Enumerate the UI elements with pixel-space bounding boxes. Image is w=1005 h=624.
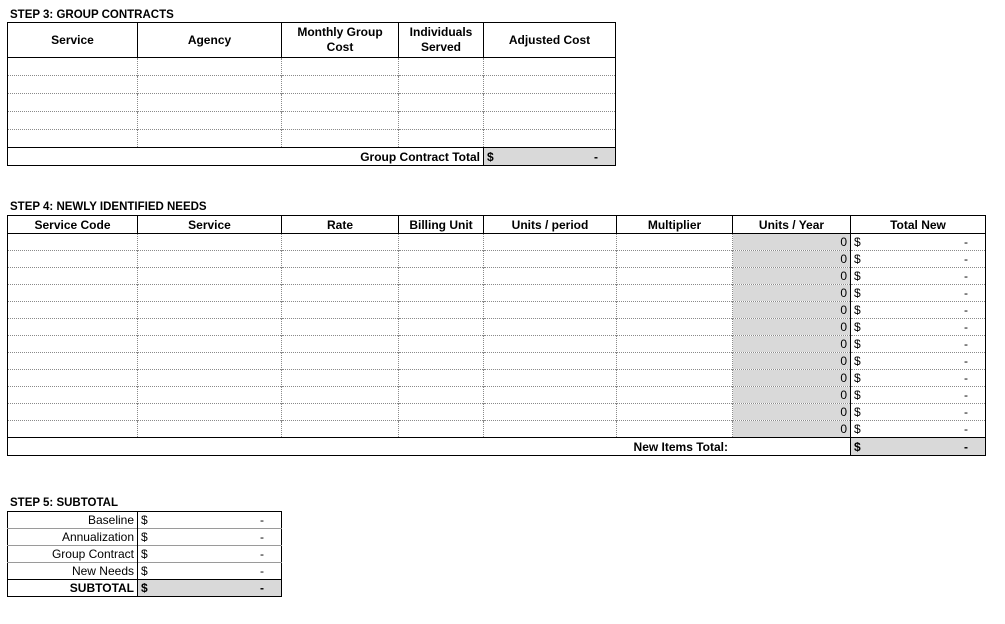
amount: -	[964, 320, 968, 334]
currency-symbol: $	[854, 252, 861, 266]
units-year-cell[interactable]: 0	[733, 251, 851, 268]
table-cell[interactable]	[617, 421, 733, 438]
currency-symbol: $	[141, 530, 148, 544]
table-cell[interactable]	[138, 285, 282, 302]
units-year-cell[interactable]: 0	[733, 404, 851, 421]
table-cell[interactable]	[399, 336, 484, 353]
table-cell[interactable]	[282, 58, 399, 76]
amount: -	[964, 269, 968, 283]
table-row	[8, 58, 616, 76]
new-items-total-row	[8, 438, 986, 456]
amount: -	[964, 337, 968, 351]
new-items-total-label: New Items Total:	[8, 438, 851, 456]
amount: -	[964, 405, 968, 419]
table-row	[8, 268, 986, 285]
units-year-cell[interactable]: 0	[733, 268, 851, 285]
units-year-cell[interactable]: 0	[733, 234, 851, 251]
group-contracts-table	[7, 22, 616, 166]
currency-symbol: $	[854, 286, 861, 300]
table-row	[8, 94, 616, 112]
table-cell[interactable]	[8, 76, 138, 94]
table-row	[8, 234, 986, 251]
currency-symbol: $	[854, 422, 861, 436]
subtotal-line-value[interactable]	[138, 563, 282, 580]
table-cell[interactable]	[8, 234, 138, 251]
table-cell[interactable]	[282, 404, 399, 421]
col-header-units-year: Units / Year	[733, 216, 851, 234]
table-cell[interactable]	[282, 76, 399, 94]
table-cell[interactable]	[399, 268, 484, 285]
table-cell[interactable]	[282, 353, 399, 370]
total-new-cell[interactable]	[851, 370, 986, 387]
currency-symbol: $	[487, 149, 494, 164]
table-cell[interactable]	[617, 251, 733, 268]
table-cell[interactable]	[8, 130, 138, 148]
table-cell[interactable]	[8, 353, 138, 370]
subtotal-line-label: Baseline	[8, 512, 138, 529]
units-year-cell[interactable]: 0	[733, 387, 851, 404]
subtotal-line-value[interactable]	[138, 512, 282, 529]
amount: -	[260, 581, 264, 595]
table-cell[interactable]	[399, 251, 484, 268]
currency-symbol: $	[854, 320, 861, 334]
table-cell[interactable]	[617, 336, 733, 353]
table-cell[interactable]	[8, 336, 138, 353]
subtotal-line	[8, 529, 282, 546]
amount: -	[964, 252, 968, 266]
table-cell[interactable]	[617, 234, 733, 251]
table-cell[interactable]	[138, 251, 282, 268]
table-cell[interactable]	[8, 285, 138, 302]
total-new-cell[interactable]	[851, 234, 986, 251]
table-cell[interactable]	[617, 370, 733, 387]
amount: -	[964, 354, 968, 368]
table-cell[interactable]	[484, 112, 616, 130]
table-cell[interactable]	[484, 319, 617, 336]
table-cell[interactable]	[484, 285, 617, 302]
table-row	[8, 387, 986, 404]
amount: -	[260, 513, 264, 527]
table-cell[interactable]	[399, 130, 484, 148]
amount: -	[260, 564, 264, 578]
step5-title: STEP 5: SUBTOTAL	[10, 497, 118, 509]
table-cell[interactable]	[138, 336, 282, 353]
table-cell[interactable]	[282, 319, 399, 336]
table-cell[interactable]	[399, 112, 484, 130]
amount: -	[964, 303, 968, 317]
table-row	[8, 404, 986, 421]
table-cell[interactable]	[399, 370, 484, 387]
table-cell[interactable]	[484, 251, 617, 268]
total-new-cell[interactable]	[851, 319, 986, 336]
table-cell[interactable]	[617, 353, 733, 370]
table-row	[8, 112, 616, 130]
total-new-cell[interactable]	[851, 336, 986, 353]
currency-symbol: $	[854, 405, 861, 419]
table-cell[interactable]	[617, 319, 733, 336]
col-header-units-period: Units / period	[484, 216, 617, 234]
table-row	[8, 370, 986, 387]
units-year-cell[interactable]: 0	[733, 336, 851, 353]
col-header-rate: Rate	[282, 216, 399, 234]
table-cell[interactable]	[138, 76, 282, 94]
table-cell[interactable]	[138, 353, 282, 370]
table-cell[interactable]	[617, 268, 733, 285]
table-cell[interactable]	[8, 302, 138, 319]
table-cell[interactable]	[8, 370, 138, 387]
subtotal-line-label: Group Contract	[8, 546, 138, 563]
table-cell[interactable]	[8, 421, 138, 438]
table-cell[interactable]	[138, 421, 282, 438]
col-header-total-new: Total New	[851, 216, 986, 234]
total-new-cell[interactable]	[851, 404, 986, 421]
table-cell[interactable]	[399, 319, 484, 336]
table-header-row	[8, 23, 616, 58]
group-contract-total-value[interactable]	[484, 148, 616, 166]
table-cell[interactable]	[484, 268, 617, 285]
table-cell[interactable]	[282, 268, 399, 285]
table-cell[interactable]	[138, 319, 282, 336]
currency-symbol: $	[854, 439, 861, 454]
total-new-cell[interactable]	[851, 268, 986, 285]
table-cell[interactable]	[8, 387, 138, 404]
total-new-cell[interactable]	[851, 353, 986, 370]
group-contract-total-row	[8, 148, 616, 166]
table-cell[interactable]	[484, 421, 617, 438]
table-cell[interactable]	[138, 370, 282, 387]
table-cell[interactable]	[484, 234, 617, 251]
table-cell[interactable]	[484, 76, 616, 94]
total-new-cell[interactable]	[851, 421, 986, 438]
group-contract-total-label: Group Contract Total	[8, 148, 484, 166]
table-row	[8, 336, 986, 353]
amount: -	[594, 149, 598, 164]
step4-title: STEP 4: NEWLY IDENTIFIED NEEDS	[10, 201, 207, 213]
table-row	[8, 130, 616, 148]
table-row	[8, 319, 986, 336]
table-cell[interactable]	[617, 387, 733, 404]
currency-symbol: $	[141, 564, 148, 578]
col-header-service: Service	[138, 216, 282, 234]
col-header-service: Service	[8, 23, 138, 58]
table-cell[interactable]	[138, 130, 282, 148]
total-new-cell[interactable]	[851, 387, 986, 404]
table-cell[interactable]	[8, 58, 138, 76]
subtotal-row	[8, 580, 282, 597]
table-cell[interactable]	[399, 421, 484, 438]
table-cell[interactable]	[8, 94, 138, 112]
table-cell[interactable]	[282, 336, 399, 353]
table-cell[interactable]	[8, 319, 138, 336]
table-cell[interactable]	[282, 251, 399, 268]
table-cell[interactable]	[282, 130, 399, 148]
table-cell[interactable]	[399, 353, 484, 370]
col-header-billing-unit: Billing Unit	[399, 216, 484, 234]
table-cell[interactable]	[484, 58, 616, 76]
total-new-cell[interactable]	[851, 302, 986, 319]
subtotal-line-value[interactable]	[138, 529, 282, 546]
table-cell[interactable]	[138, 302, 282, 319]
step3-title: STEP 3: GROUP CONTRACTS	[10, 9, 174, 21]
table-cell[interactable]	[484, 387, 617, 404]
table-cell[interactable]	[138, 234, 282, 251]
amount: -	[964, 439, 968, 454]
newly-identified-needs-table	[7, 215, 986, 456]
units-year-cell[interactable]: 0	[733, 285, 851, 302]
currency-symbol: $	[854, 269, 861, 283]
currency-symbol: $	[141, 547, 148, 561]
units-year-cell[interactable]: 0	[733, 370, 851, 387]
table-cell[interactable]	[8, 404, 138, 421]
table-row	[8, 76, 616, 94]
table-cell[interactable]	[399, 234, 484, 251]
table-cell[interactable]	[617, 285, 733, 302]
table-cell[interactable]	[484, 353, 617, 370]
table-cell[interactable]	[138, 94, 282, 112]
table-cell[interactable]	[282, 387, 399, 404]
currency-symbol: $	[854, 303, 861, 317]
amount: -	[964, 422, 968, 436]
table-cell[interactable]	[484, 404, 617, 421]
amount: -	[260, 530, 264, 544]
table-cell[interactable]	[484, 130, 616, 148]
table-cell[interactable]	[8, 268, 138, 285]
table-cell[interactable]	[399, 387, 484, 404]
units-year-cell[interactable]: 0	[733, 302, 851, 319]
table-cell[interactable]	[282, 234, 399, 251]
subtotal-line	[8, 512, 282, 529]
table-row	[8, 285, 986, 302]
amount: -	[964, 286, 968, 300]
units-year-cell[interactable]: 0	[733, 421, 851, 438]
currency-symbol: $	[854, 337, 861, 351]
currency-symbol: $	[141, 581, 148, 595]
table-cell[interactable]	[282, 94, 399, 112]
col-header-individuals-served: Individuals Served	[399, 23, 484, 58]
col-header-multiplier: Multiplier	[617, 216, 733, 234]
currency-symbol: $	[854, 388, 861, 402]
table-cell[interactable]	[484, 336, 617, 353]
currency-symbol: $	[141, 513, 148, 527]
subtotal-line	[8, 563, 282, 580]
table-cell[interactable]	[484, 302, 617, 319]
subtotal-line-label: New Needs	[8, 563, 138, 580]
table-cell[interactable]	[484, 370, 617, 387]
table-cell[interactable]	[138, 58, 282, 76]
units-year-cell[interactable]: 0	[733, 353, 851, 370]
amount: -	[260, 547, 264, 561]
table-row	[8, 251, 986, 268]
table-header-row	[8, 216, 986, 234]
subtotal-table	[7, 511, 282, 597]
subtotal-line-label: Annualization	[8, 529, 138, 546]
table-cell[interactable]	[138, 268, 282, 285]
units-year-cell[interactable]: 0	[733, 319, 851, 336]
currency-symbol: $	[854, 371, 861, 385]
amount: -	[964, 371, 968, 385]
col-header-service-code: Service Code	[8, 216, 138, 234]
table-cell[interactable]	[138, 112, 282, 130]
new-items-total-value[interactable]	[851, 438, 986, 456]
currency-symbol: $	[854, 235, 861, 249]
table-cell[interactable]	[484, 94, 616, 112]
amount: -	[964, 388, 968, 402]
total-new-cell[interactable]	[851, 285, 986, 302]
table-row	[8, 353, 986, 370]
col-header-monthly-group-cost: Monthly Group Cost	[282, 23, 399, 58]
table-row	[8, 302, 986, 319]
table-cell[interactable]	[282, 370, 399, 387]
table-cell[interactable]	[399, 302, 484, 319]
table-cell[interactable]	[282, 112, 399, 130]
table-cell[interactable]	[8, 112, 138, 130]
currency-symbol: $	[854, 354, 861, 368]
total-new-cell[interactable]	[851, 251, 986, 268]
col-header-agency: Agency	[138, 23, 282, 58]
table-row	[8, 421, 986, 438]
table-cell[interactable]	[399, 285, 484, 302]
table-cell[interactable]	[282, 285, 399, 302]
table-cell[interactable]	[8, 251, 138, 268]
table-cell[interactable]	[399, 94, 484, 112]
table-cell[interactable]	[399, 58, 484, 76]
table-cell[interactable]	[399, 76, 484, 94]
amount: -	[964, 235, 968, 249]
subtotal-line	[8, 546, 282, 563]
subtotal-label: SUBTOTAL	[8, 580, 138, 597]
table-cell[interactable]	[399, 404, 484, 421]
col-header-adjusted-cost: Adjusted Cost	[484, 23, 616, 58]
table-cell[interactable]	[138, 387, 282, 404]
subtotal-value[interactable]	[138, 580, 282, 597]
table-cell[interactable]	[617, 302, 733, 319]
table-cell[interactable]	[282, 302, 399, 319]
table-cell[interactable]	[282, 421, 399, 438]
table-cell[interactable]	[617, 404, 733, 421]
subtotal-line-value[interactable]	[138, 546, 282, 563]
table-cell[interactable]	[138, 404, 282, 421]
